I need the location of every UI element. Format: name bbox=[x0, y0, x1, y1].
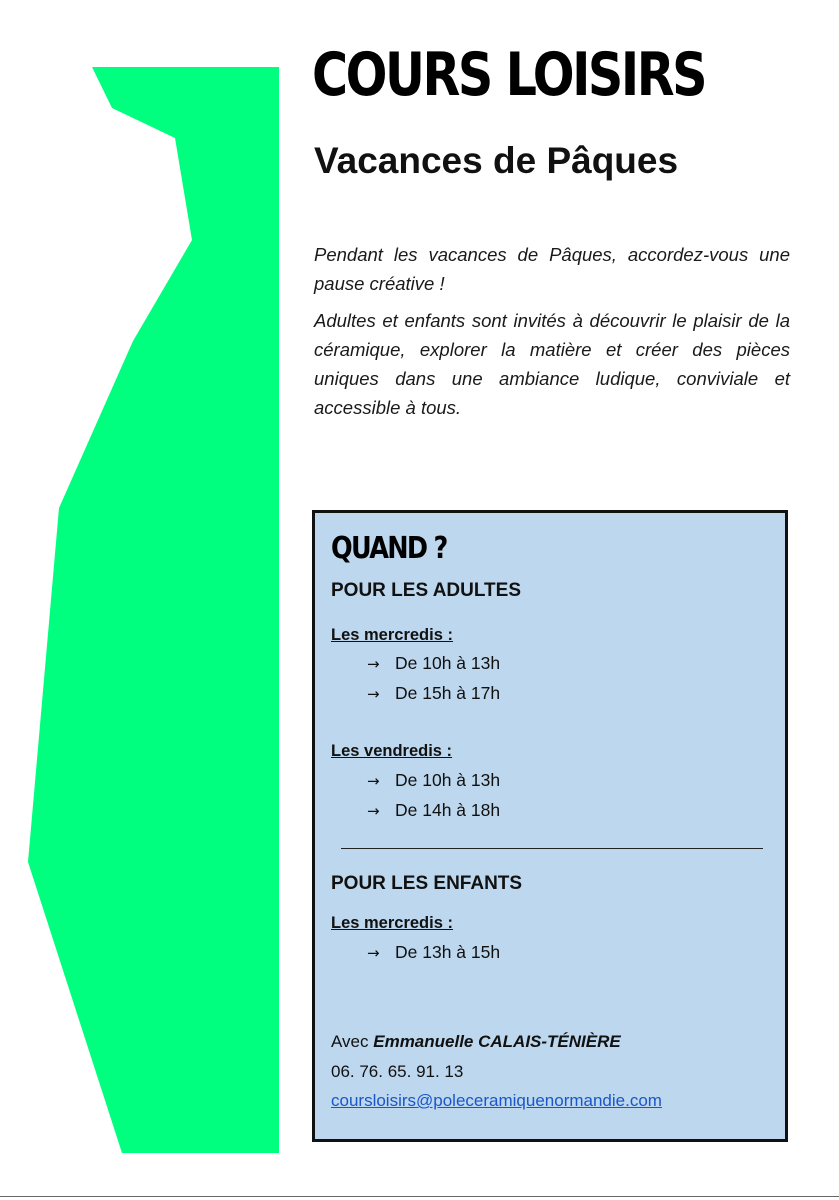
children-wednesday-label: Les mercredis : bbox=[331, 914, 453, 932]
arrow-right-icon: → bbox=[367, 655, 380, 673]
contact-line bbox=[331, 1032, 621, 1052]
decorative-green-shape bbox=[0, 0, 300, 1200]
page-bottom-rule bbox=[0, 1196, 839, 1197]
contact-name: Emmanuelle CALAIS-TÉNIÈRE bbox=[373, 1032, 621, 1051]
schedule-box bbox=[312, 510, 788, 1142]
schedule-heading: QUAND ? bbox=[331, 531, 447, 566]
adults-section-label: POUR LES ADULTES bbox=[331, 580, 522, 601]
adults-friday-label: Les vendredis : bbox=[331, 742, 453, 760]
contact-prefix: Avec bbox=[331, 1032, 369, 1051]
adults-wednesday-slot-2 bbox=[367, 683, 500, 704]
arrow-right-icon: → bbox=[367, 944, 380, 962]
intro-text bbox=[314, 240, 790, 430]
page-subtitle: Vacances de Pâques bbox=[314, 140, 679, 181]
intro-paragraph-1: Pendant les vacances de Pâques, accordez-vous une pause créative ! bbox=[314, 244, 790, 294]
children-section-label: POUR LES ENFANTS bbox=[331, 873, 523, 894]
children-wednesday-slot-1 bbox=[367, 942, 500, 963]
intro-paragraph-2: Adultes et enfants sont invités à découvrir le plaisir de la céramique, explorer la matière et créer des pièces uniques dans une ambiance ludique, conviviale et accessible à tous. bbox=[314, 310, 790, 418]
slot-text: De 15h à 17h bbox=[395, 683, 501, 703]
arrow-right-icon: → bbox=[367, 802, 380, 820]
arrow-right-icon: → bbox=[367, 685, 380, 703]
contact-email-line bbox=[331, 1091, 662, 1111]
slot-text: De 14h à 18h bbox=[395, 800, 501, 820]
contact-phone: 06. 76. 65. 91. 13 bbox=[331, 1062, 464, 1081]
page-title: COURS LOISIRS bbox=[312, 40, 706, 110]
adults-friday-slot-2 bbox=[367, 800, 500, 821]
slot-text: De 10h à 13h bbox=[395, 770, 501, 790]
adults-wednesday-slot-1 bbox=[367, 653, 500, 674]
arrow-right-icon: → bbox=[367, 772, 380, 790]
slot-text: De 10h à 13h bbox=[395, 653, 501, 673]
slot-text: De 13h à 15h bbox=[395, 942, 501, 962]
adults-friday-slot-1 bbox=[367, 770, 500, 791]
adults-wednesday-label: Les mercredis : bbox=[331, 626, 453, 644]
contact-email-link[interactable]: coursloisirs@poleceramiquenormandie.com bbox=[331, 1091, 662, 1110]
section-divider bbox=[341, 848, 763, 849]
